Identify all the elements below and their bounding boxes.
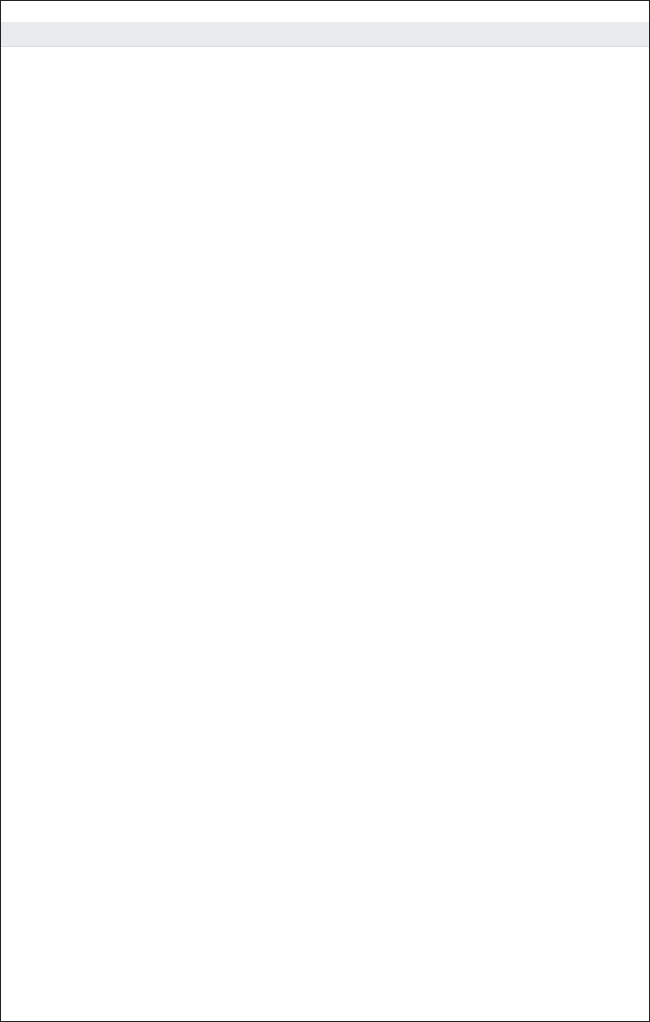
section-header [1,22,649,47]
spec-table [1,0,649,47]
spacer [1,0,649,22]
